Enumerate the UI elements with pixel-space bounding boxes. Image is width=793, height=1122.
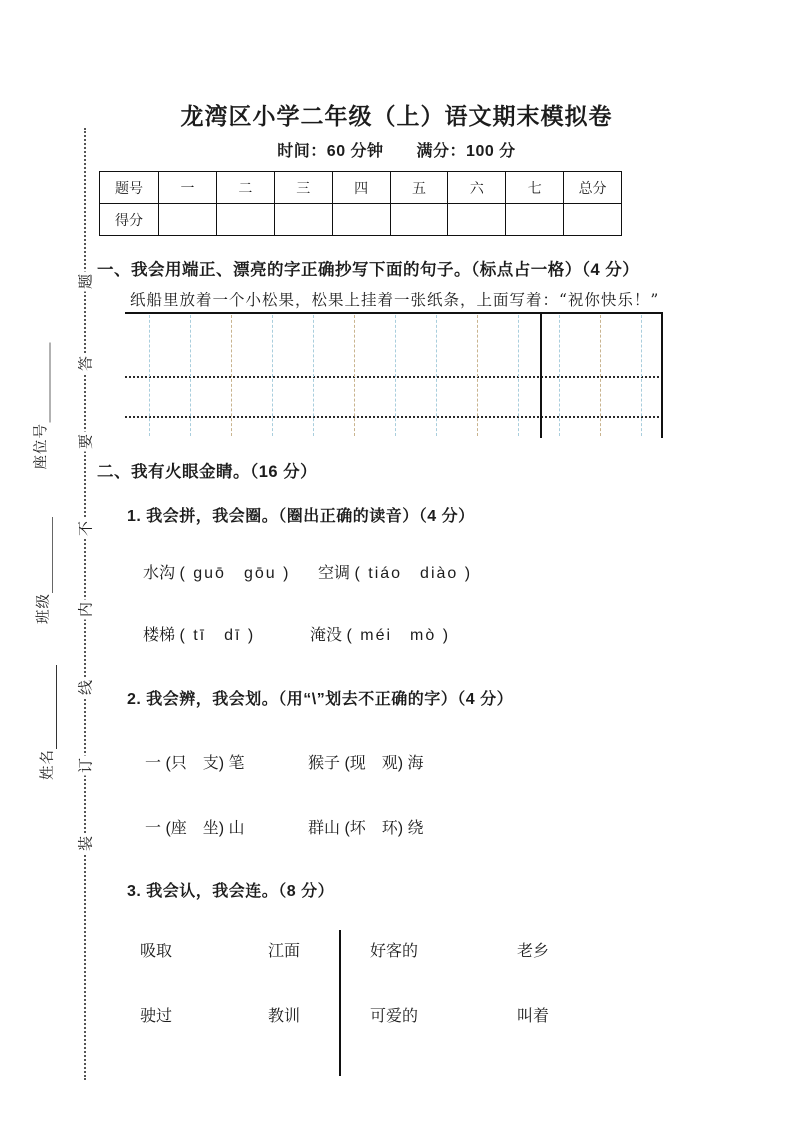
score-table-cell: 题号	[100, 172, 159, 204]
pinyin-item	[310, 622, 450, 645]
copy-grid-dashed-line	[518, 315, 519, 436]
copy-grid-dashed-line	[600, 315, 601, 436]
copy-grid-dashed-line	[231, 315, 232, 436]
score-table-cell: 得分	[100, 204, 159, 236]
match-word: 江面	[268, 943, 301, 960]
name-field	[35, 660, 57, 780]
binding-char: 题	[72, 272, 99, 292]
pinyin-item	[318, 560, 472, 583]
score-blank-cell	[216, 204, 274, 236]
match-word: 教训	[268, 1008, 301, 1025]
score-blank-cell	[564, 204, 622, 236]
binding-char: 线	[72, 678, 99, 698]
copy-grid-dashed-line	[272, 315, 273, 436]
match-word: 驶过	[140, 1008, 173, 1025]
copy-grid-right-border	[661, 312, 663, 438]
score-table-cell: 七	[506, 172, 564, 204]
sub2-heading: 2. 我会辨，我会划。（用“\”划去不正确的字）（4 分）	[127, 691, 514, 708]
match-group-divider	[339, 930, 341, 1076]
pinyin-options: ( méi mò )	[346, 627, 451, 644]
section-two-heading: 二、我有火眼金睛。（16 分）	[97, 463, 318, 481]
copy-grid-solid-divider	[540, 312, 542, 438]
score-table-cell: 五	[390, 172, 448, 204]
choice-item: 一 (座 坐) 山	[145, 820, 245, 837]
choice-item: 群山 (坏 环) 绕	[308, 820, 424, 837]
sub1-heading: 1. 我会拼，我会圈。（圈出正确的读音）（4 分）	[127, 508, 475, 525]
copy-sentence: 纸船里放着一个小松果，松果上挂着一张纸条，上面写着：“祝你快乐！”	[130, 291, 660, 309]
copy-grid-dashed-line	[395, 315, 396, 436]
score-table-cell: 六	[448, 172, 506, 204]
class-field	[31, 512, 53, 624]
page-title: 龙湾区小学二年级（上）语文期末模拟卷	[180, 103, 613, 129]
copy-grid-dashed-line	[313, 315, 314, 436]
class-blank-line	[35, 517, 53, 593]
section-one-heading: 一、我会用端正、漂亮的字正确抄写下面的句子。（标点占一格）（4 分）	[97, 261, 640, 279]
binding-char: 答	[72, 354, 99, 374]
match-word: 吸取	[140, 943, 173, 960]
name-label: 姓名	[40, 749, 56, 780]
score-blank-cell	[332, 204, 390, 236]
match-word: 好客的	[370, 943, 419, 960]
match-word: 老乡	[517, 943, 550, 960]
seat-number-blank-line	[33, 343, 51, 423]
match-word: 可爱的	[370, 1008, 419, 1025]
sub3-heading: 3. 我会认，我会连。（8 分）	[127, 883, 335, 900]
copy-grid-dotted-row-line	[125, 416, 663, 418]
copy-grid-dashed-line	[354, 315, 355, 436]
score-table-cell: 四	[332, 172, 390, 204]
copy-grid-dashed-line	[149, 315, 150, 436]
pinyin-options: ( tiáo diào )	[354, 565, 473, 582]
binding-char: 内	[72, 600, 99, 620]
pinyin-item	[143, 622, 255, 645]
score-blank-cell	[390, 204, 448, 236]
score-table-cell: 一	[159, 172, 217, 204]
match-word: 叫着	[517, 1008, 550, 1025]
copy-grid-dotted-row-line	[125, 376, 663, 378]
choice-item: 猴子 (现 观) 海	[308, 755, 424, 772]
score-blank-cell	[274, 204, 332, 236]
score-table	[99, 171, 622, 236]
class-label: 班级	[36, 593, 52, 624]
seat-number-field	[29, 337, 51, 470]
copy-grid	[125, 312, 663, 438]
pinyin-options: ( tī dī )	[179, 627, 256, 644]
binding-char: 订	[72, 756, 99, 776]
pinyin-word: 空调	[318, 565, 351, 582]
pinyin-options: ( guō gōu )	[179, 565, 291, 582]
page-subtitle: 时间：60 分钟 满分：100 分	[277, 143, 516, 160]
choice-item: 一 (只 支) 笔	[145, 755, 245, 772]
binding-char: 要	[72, 432, 99, 452]
pinyin-item	[143, 560, 290, 583]
score-table-cell: 三	[274, 172, 332, 204]
copy-grid-dashed-line	[641, 315, 642, 436]
copy-grid-dashed-line	[190, 315, 191, 436]
copy-grid-dashed-line	[436, 315, 437, 436]
pinyin-word: 淹没	[310, 627, 343, 644]
binding-char: 装	[72, 834, 99, 854]
copy-grid-dashed-line	[477, 315, 478, 436]
pinyin-word: 水沟	[143, 565, 176, 582]
score-blank-cell	[448, 204, 506, 236]
score-blank-cell	[506, 204, 564, 236]
seat-number-label: 座位号	[33, 423, 50, 470]
binding-char: 不	[72, 519, 99, 539]
score-table-cell: 总分	[564, 172, 622, 204]
score-table-cell: 二	[216, 172, 274, 204]
pinyin-word: 楼梯	[143, 627, 176, 644]
score-blank-cell	[159, 204, 217, 236]
name-blank-line	[39, 665, 57, 749]
score-table-header-row	[100, 172, 622, 204]
copy-grid-top-border	[125, 312, 663, 314]
copy-grid-dashed-line	[559, 315, 560, 436]
score-table-score-row	[100, 204, 622, 236]
